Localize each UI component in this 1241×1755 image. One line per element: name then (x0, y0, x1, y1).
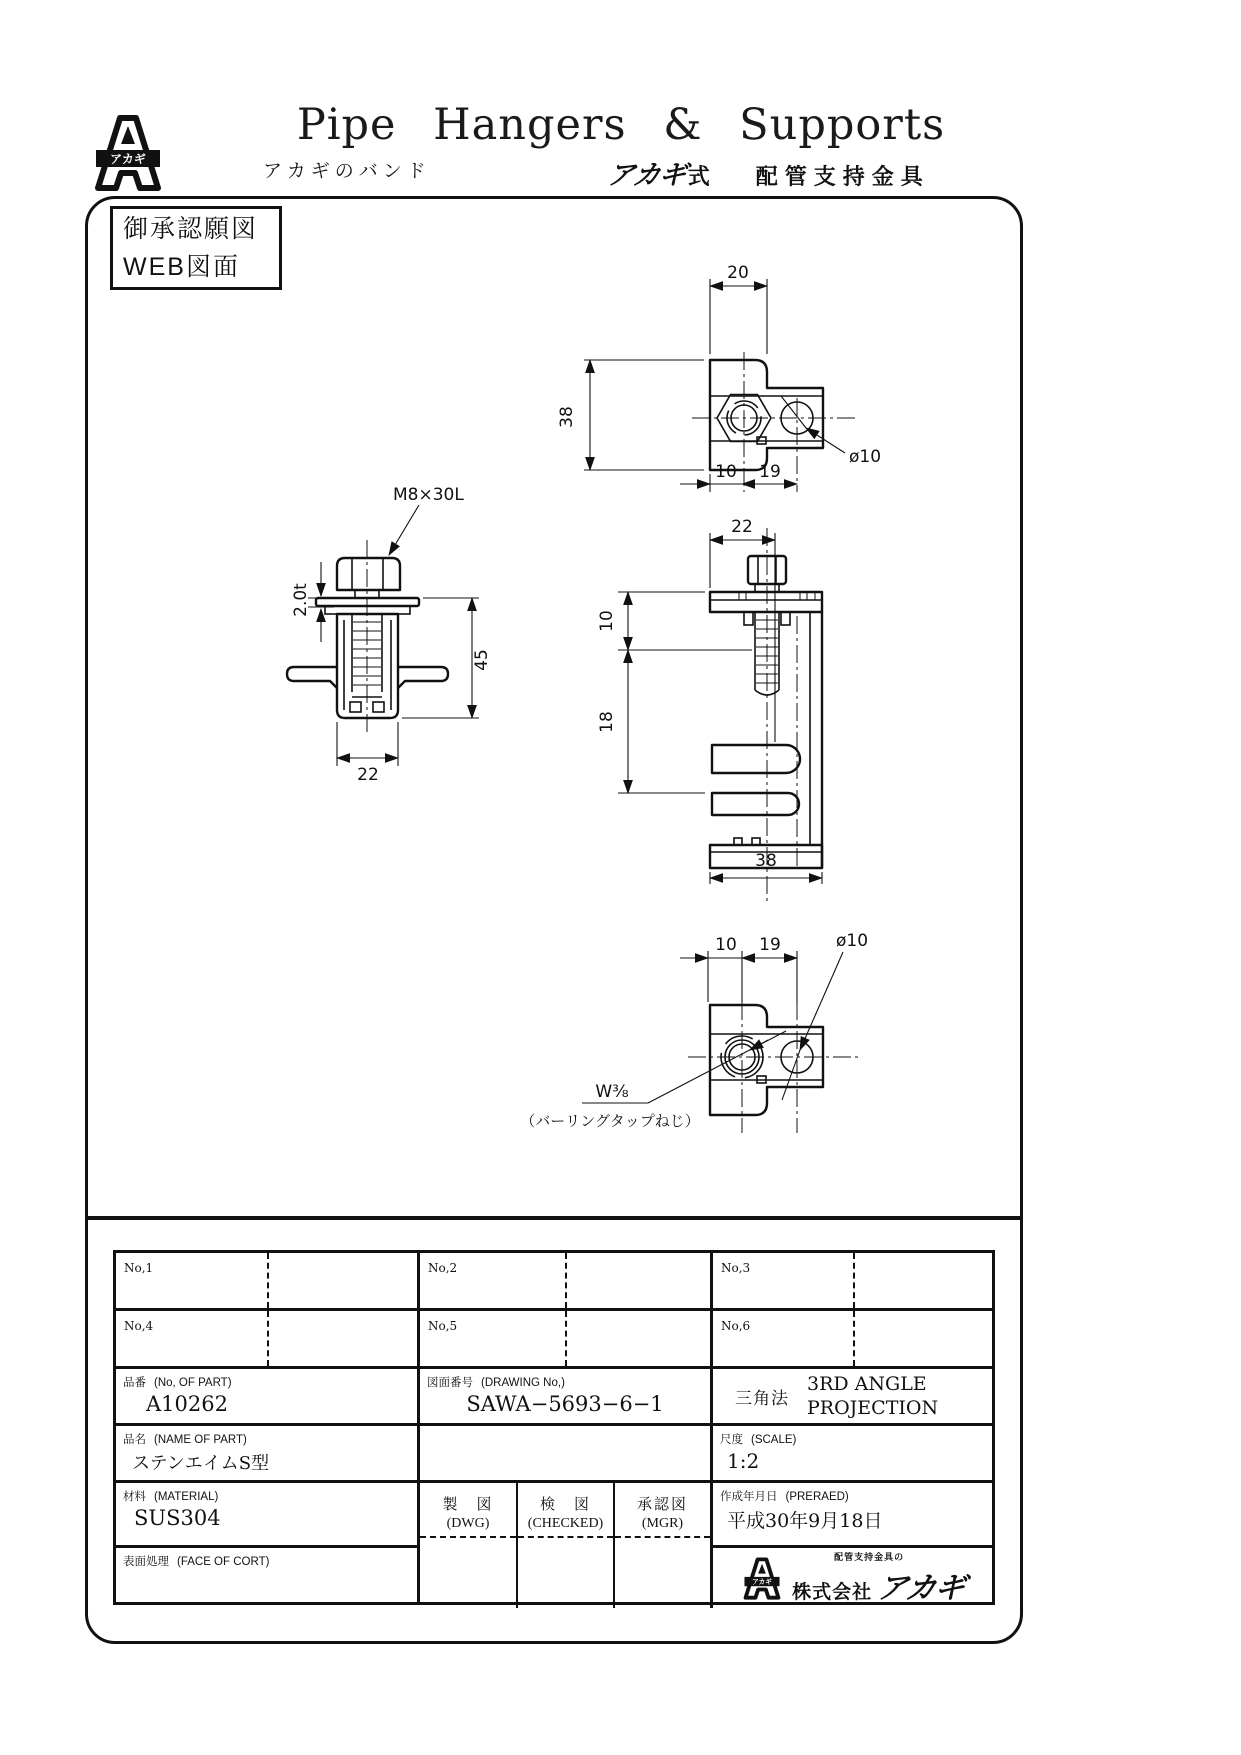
brand-suffix: 式 (687, 164, 710, 189)
drawing-no-label: 図面番号 (427, 1377, 473, 1389)
cell-divider (267, 1253, 269, 1308)
no3-cell (713, 1253, 992, 1311)
logo-text: アカギ (110, 152, 146, 166)
part-name-label-en: (NAME OF PART) (154, 1434, 247, 1446)
dim-top-width: 20 (727, 263, 749, 283)
approved-label-en: (MGR) (641, 1516, 684, 1531)
drawing-no-cell (420, 1369, 713, 1426)
brand-logotype: アカギ (604, 160, 688, 190)
dim-top-b: 19 (759, 462, 781, 482)
footer-company-logo-icon (740, 1555, 784, 1601)
dim-front-thickness: 2.0t (291, 583, 311, 617)
checked-label: 検 図 (539, 1497, 591, 1513)
drawing-no-value: SAWA−5693−6−1 (466, 1392, 664, 1416)
checked-label-en: (CHECKED) (527, 1516, 604, 1531)
dim-side-lower: 18 (597, 711, 617, 733)
bottom-view-caption: （バーリングタップねじ） (520, 1113, 700, 1130)
surface-label: 表面処理 (123, 1556, 169, 1568)
header-brand (604, 153, 1008, 192)
company-logo-icon (88, 110, 168, 194)
dim-top-a: 10 (715, 462, 737, 482)
cell-divider (565, 1253, 567, 1308)
surface-label-en: (FACE OF CORT) (177, 1556, 270, 1568)
header-subtitle: アカギのバンド (263, 161, 431, 182)
no2-label: No,2 (428, 1261, 458, 1275)
date-label-en: (PRERAED) (785, 1491, 849, 1503)
part-name-label: 品名 (123, 1434, 146, 1446)
date-label: 作成年月日 (720, 1491, 778, 1503)
part-name-value: ステンエイムS型 (132, 1453, 270, 1474)
part-no-value: A10262 (146, 1392, 228, 1416)
no4-cell (116, 1311, 420, 1369)
checked-cell (518, 1483, 615, 1608)
dim-front-width: 22 (357, 765, 379, 785)
signature-line (518, 1536, 613, 1538)
cell-divider (853, 1253, 855, 1308)
footer-tagline: 配管支持金具の (834, 1551, 905, 1562)
drawing-no-label-en: (DRAWING No,) (481, 1377, 565, 1389)
approved-cell (615, 1483, 713, 1608)
dwg-label: 製 図 (442, 1497, 494, 1513)
signature-line (615, 1536, 710, 1538)
projection-en-1: 3RD ANGLE (807, 1373, 927, 1395)
dwg-label-en: (DWG) (446, 1516, 490, 1531)
cell-divider (565, 1311, 567, 1366)
part-no-label: 品番 (123, 1377, 146, 1389)
projection-en-2: PROJECTION (807, 1397, 939, 1419)
no4-label: No,4 (124, 1319, 154, 1333)
projection-cell (713, 1369, 992, 1426)
dim-bottom-hole: ø10 (836, 931, 869, 951)
surface-cell (116, 1548, 420, 1602)
dim-bottom-a: 10 (715, 935, 737, 955)
page-title: Pipe Hangers & Supports (296, 100, 946, 150)
cell-divider (267, 1311, 269, 1366)
no1-label: No,1 (124, 1261, 154, 1275)
cell-divider (853, 1311, 855, 1366)
dim-front-bolt: M8×30L (393, 485, 464, 505)
material-cell (116, 1483, 420, 1548)
footer-company-name: 株式会社 (792, 1581, 873, 1603)
no6-cell (713, 1311, 992, 1369)
title-block-divider (85, 1216, 1020, 1220)
no5-cell (420, 1311, 713, 1369)
scale-value: 1:2 (727, 1449, 760, 1473)
dim-top-height: 38 (557, 406, 577, 428)
no5-label: No,5 (428, 1319, 458, 1333)
material-label: 材料 (123, 1491, 146, 1503)
brand-product-text: 配管支持金具 (755, 164, 930, 189)
approval-stamp-box (110, 206, 282, 290)
dim-bottom-tap: W⅜ (595, 1082, 629, 1102)
part-name-cell (116, 1426, 420, 1483)
dim-bottom-b: 19 (759, 935, 781, 955)
corporate-logo-cell (713, 1548, 992, 1605)
material-label-en: (MATERIAL) (154, 1491, 219, 1503)
no6-label: No,6 (721, 1319, 751, 1333)
date-value: 平成30年9月18日 (727, 1510, 883, 1532)
part-no-cell (116, 1369, 420, 1426)
approval-line2: WEB図面 (123, 253, 240, 281)
dim-front-height: 45 (472, 649, 492, 671)
dim-side-top: 22 (731, 517, 753, 537)
dwg-cell (420, 1483, 518, 1608)
dim-side-upper: 10 (597, 610, 617, 632)
signature-line (420, 1536, 516, 1538)
scale-label: 尺度 (720, 1434, 743, 1446)
dim-side-width: 38 (755, 851, 777, 871)
material-value: SUS304 (134, 1506, 221, 1530)
scale-cell (713, 1426, 992, 1483)
title-block (113, 1250, 995, 1605)
scale-label-en: (SCALE) (751, 1434, 797, 1446)
no2-cell (420, 1253, 713, 1311)
projection-label: 三角法 (735, 1388, 789, 1408)
approval-line1: 御承認願図 (123, 215, 259, 243)
footer-logo-text: アカギ (752, 1579, 772, 1587)
approved-label: 承認図 (636, 1497, 688, 1513)
part-no-label-en: (No, OF PART) (154, 1377, 232, 1389)
no1-cell (116, 1253, 420, 1311)
empty-cell (420, 1426, 713, 1483)
dim-top-hole: ø10 (849, 447, 882, 467)
no3-label: No,3 (721, 1261, 751, 1275)
date-cell (713, 1483, 992, 1548)
footer-brand-logotype: アカギ (874, 1571, 968, 1605)
